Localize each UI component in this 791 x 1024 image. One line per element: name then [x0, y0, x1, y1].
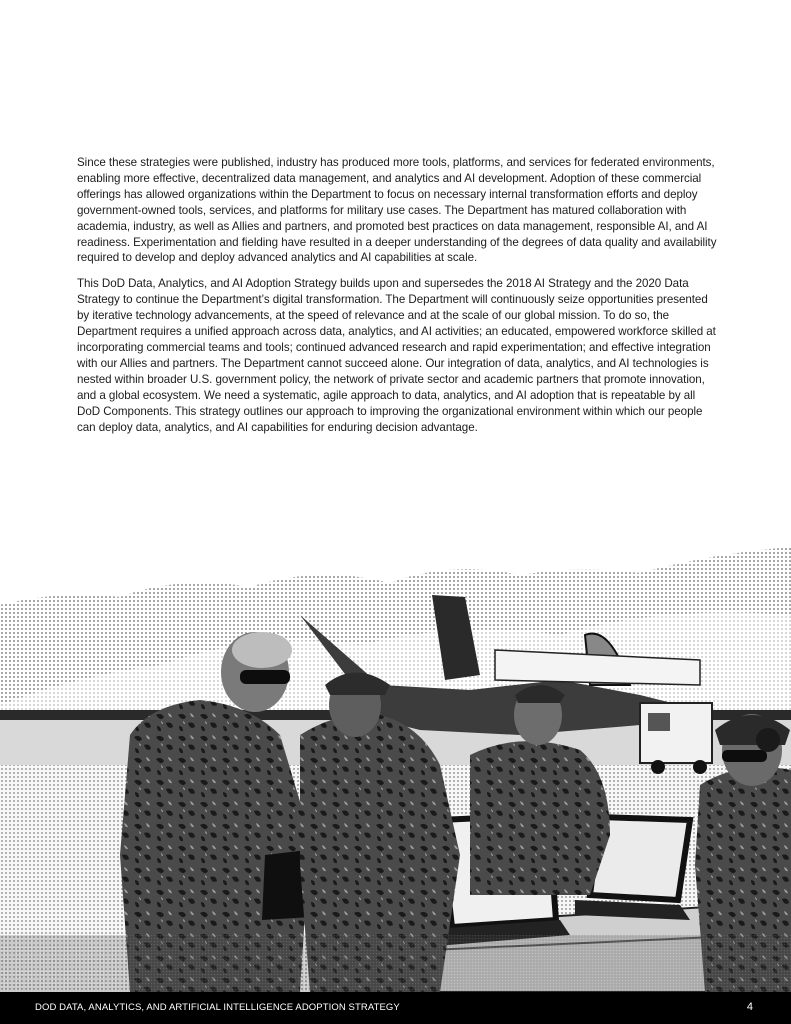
- support-truck: [640, 703, 712, 774]
- foreground-shade: [0, 935, 791, 992]
- paragraph-1: Since these strategies were published, industry has produced more tools, platforms, and services for federated environments, enabling more effective, decentralized data management, and analytics and AI development. Adoption of these commercial offerings has allowed organizations within the Department to focus on necessary internal transformation efforts and deploy government-owned tools, services, and platforms for military use cases. The Department has matured collaboration with academia, industry, as well as Allies and partners, and promoted best practices on data management, responsible AI, and AI readiness. Experimentation and fielding have resulted in a deeper understanding of the degrees of data quality and availability required to develop and deploy advanced analytics and AI capabilities at scale.: [77, 156, 717, 265]
- page-footer: [0, 992, 791, 1024]
- page-number: 4: [746, 1001, 753, 1013]
- photo-svg: [0, 535, 791, 992]
- paragraph-2: This DoD Data, Analytics, and AI Adoption Strategy builds upon and supersedes the 2018 AI Strategy and the 2020 Data Strategy to continue the Department’s digital transformation. The Department will continuously seize opportunities presented by iterative technology advancements, at the speed of relevance and at the scale of our global mission. To do so, the Department requires a unified approach across data, analytics, and AI activities; an educated, empowered workforce skilled at incorporating commercial teams and tools; continued advanced research and rapid experimentation; and effective integration with our Allies and partners. The Department cannot succeed alone. Our integration of data, analytics, and AI technologies is nested within broader U.S. government policy, the network of private sector and academic partners that promote innovation, and a global ecosystem. We need a systematic, agile approach to data, analytics, and AI adoption that is repeatable by all DoD Components. This strategy outlines our approach to improving the organizational environment within which our people can deploy data, analytics, and AI capabilities for enduring decision advantage.: [77, 277, 716, 434]
- footer-title: DOD DATA, ANALYTICS, AND ARTIFICIAL INTELLIGENCE ADOPTION STRATEGY: [35, 1002, 400, 1013]
- halftone-photo-illustration: [0, 535, 791, 992]
- body-text: [77, 155, 717, 445]
